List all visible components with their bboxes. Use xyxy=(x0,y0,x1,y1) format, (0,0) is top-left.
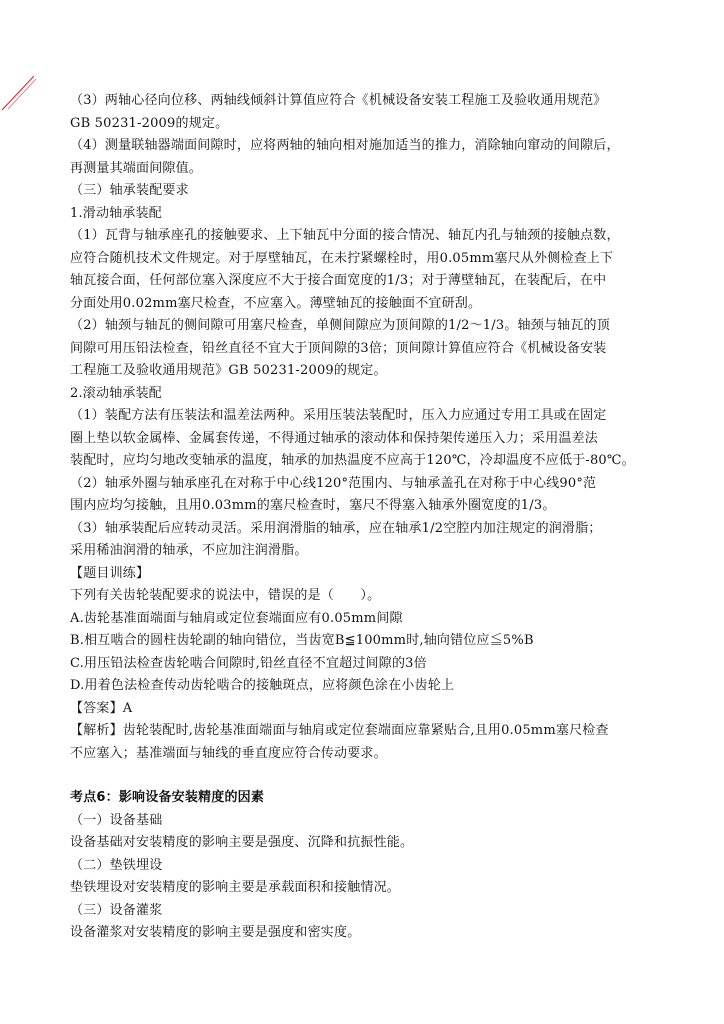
text-line: （2）轴颈与轴瓦的侧间隙可用塞尺检查，单侧间隙应为顶间隙的1/2～1/3。轴颈与轴瓦的顶 xyxy=(70,318,610,333)
text-line: 轴瓦接合面，任何部位塞入深度应不大于接合面宽度的1/3；对于薄壁轴瓦，在装配后，在中 xyxy=(70,273,607,288)
text-line: （4）测量联轴器端面间隙时，应将两轴的轴向相对施加适当的推力，消除轴向窜动的间隙后， xyxy=(70,138,620,153)
text-line: B.相互啮合的圆柱齿轮副的轴向错位，当齿宽B≦100mm时,轴向错位应≦5%B xyxy=(70,633,534,648)
section-text-line: 垫铁埋设对安装精度的影响主要是承载面积和接触情况。 xyxy=(70,880,401,895)
document-page xyxy=(70,90,662,945)
text-line: 下列有关齿轮装配要求的说法中，错误的是（ ）。 xyxy=(70,588,381,603)
text-line: 【题目训练】 xyxy=(70,565,150,581)
text-line: （1）装配方法有压装法和温差法两种。采用压装法装配时，压入力应通过专用工具或在固定 xyxy=(70,408,607,423)
text-line: （3）轴承装配后应转动灵活。采用润滑脂的轴承，应在轴承1/2空腔内加注规定的润滑脂； xyxy=(70,520,602,536)
body-text xyxy=(70,90,662,765)
section-text-line: （二）垫铁埋设 xyxy=(70,857,163,873)
section-gap xyxy=(70,765,662,787)
text-line: 工程施工及验收通用规范》GB 50231-2009的规定。 xyxy=(70,363,387,378)
section-text-line: 设备基础对安装精度的影响主要是强度、沉降和抗振性能。 xyxy=(70,835,414,850)
text-line: 不应塞入；基准端面与轴线的垂直度应符合传动要求。 xyxy=(70,745,387,761)
text-line: 应符合随机技术文件规定。对于厚壁轴瓦，在未拧紧螺栓时，用0.05mm塞尺从外侧检查上下 xyxy=(70,250,614,266)
section-text-line: （三）设备灌浆 xyxy=(70,902,163,918)
text-line: 再测量其端面间隙值。 xyxy=(70,160,203,176)
text-line: 2.滚动轴承装配 xyxy=(70,385,163,401)
text-line: 间隙可用压铅法检查，铅丝直径不宜大于顶间隙的3倍；顶间隙计算值应符合《机械设备安装 xyxy=(70,340,607,356)
text-line: （三）轴承装配要求 xyxy=(70,183,189,198)
text-line: GB 50231-2009的规定。 xyxy=(70,115,229,131)
section-text-line: （一）设备基础 xyxy=(70,812,163,828)
text-line: 分面处用0.02mm塞尺检查，不应塞入。薄壁轴瓦的接触面不宜研刮。 xyxy=(70,295,482,311)
text-line: （2）轴承外圈与轴承座孔在对称于中心线120°范围内、与轴承盖孔在对称于中心线90°范 xyxy=(70,475,597,491)
red-annotation-stroke-icon xyxy=(0,72,40,112)
section-heading: 考点6：影响设备安装精度的因素 xyxy=(70,790,265,805)
text-line: 【答案】A xyxy=(70,700,133,716)
text-line: D.用着色法检查传动齿轮啮合的接触斑点，应将颜色涂在小齿轮上 xyxy=(70,678,455,693)
text-line: （1）瓦背与轴承座孔的接触要求、上下轴瓦中分面的接合情况、轴瓦内孔与轴颈的接触点数， xyxy=(70,228,620,243)
text-line: 1.滑动轴承装配 xyxy=(70,205,163,221)
section-text xyxy=(70,810,662,945)
text-line: 装配时，应均匀地改变轴承的温度，轴承的加热温度不应高于120℃，冷却温度不应低于-80℃。 xyxy=(70,453,635,468)
text-line: 【解析】齿轮装配时,齿轮基准面端面与轴肩或定位套端面应靠紧贴合,且用0.05mm塞尺检查 xyxy=(70,723,609,738)
text-line: 围内应均匀接触，且用0.03mm的塞尺检查时，塞尺不得塞入轴承外圈宽度的1/3。 xyxy=(70,498,556,513)
text-line: A.齿轮基准面端面与轴肩或定位套端面应有0.05mm间隙 xyxy=(70,610,403,626)
text-line: 圈上垫以软金属棒、金属套传递，不得通过轴承的滚动体和保持架传递压入力；采用温差法 xyxy=(70,430,599,446)
text-line: C.用压铅法检查齿轮啮合间隙时,铅丝直径不宜超过间隙的3倍 xyxy=(70,655,427,671)
text-line: 采用稀油润滑的轴承，不应加注润滑脂。 xyxy=(70,543,308,558)
section-text-line: 设备灌浆对安装精度的影响主要是强度和密实度。 xyxy=(70,925,361,940)
text-line: （3）两轴心径向位移、两轴线倾斜计算值应符合《机械设备安装工程施工及验收通用规范》 xyxy=(70,93,607,108)
